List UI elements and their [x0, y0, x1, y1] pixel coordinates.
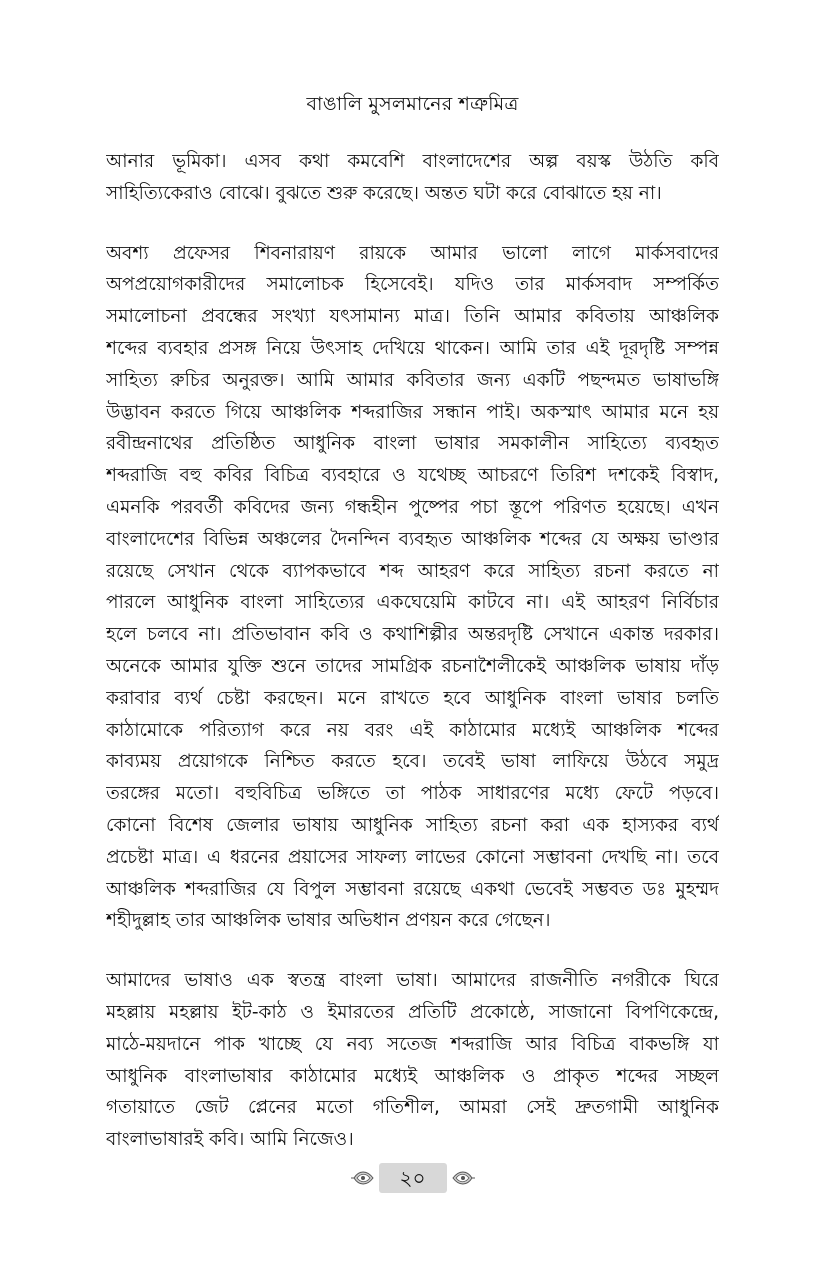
text-line: বাংলাভাষারই কবি। আমি নিজেও। — [106, 1129, 354, 1151]
text-line: উদ্ভাবন করতে গিয়ে আঞ্চলিক শব্দরাজির সন্ধান পাই। অকস্মাৎ আমার মনে হয় — [106, 401, 719, 423]
page-number-box — [379, 1163, 447, 1193]
page-number: ২০ — [399, 1166, 426, 1190]
text-line: আনার ভূমিকা। এসব কথা কমবেশি বাংলাদেশের অল্প বয়স্ক উঠতি কবি — [106, 151, 719, 172]
text-line: পারলে আধুনিক বাংলা সাহিত্যের একঘেয়েমি কাটবে না। এই আহরণ নির্বিচার — [106, 592, 719, 614]
text-line: শব্দরাজি বহু কবির বিচিত্র ব্যবহারে ও যথেচ্ছ আচরণে তিরিশ দশকেই বিস্বাদ, — [106, 465, 719, 487]
text-line: প্রচেষ্টা মাত্র। এ ধরনের প্রয়াসের সাফল্য লাভের কোনো সম্ভাবনা দেখছি না। তবে — [106, 846, 719, 868]
text-line: হলে চলবে না। প্রতিভাবান কবি ও কথাশিল্পীর অন্তরদৃষ্টি সেখানে একান্ত দরকার। — [106, 624, 719, 646]
text-line: মহল্লায় মহল্লায় ইট-কাঠ ও ইমারতের প্রতিটি প্রকোষ্ঠে, সাজানো বিপণিকেন্দ্রে, — [106, 1001, 719, 1023]
text-line: আধুনিক বাংলাভাষার কাঠামোর মধ্যেই আঞ্চলিক ও প্রাকৃত শব্দের সচ্ছল — [106, 1065, 719, 1087]
text-line: বাংলাদেশের বিভিন্ন অঞ্চলের দৈনন্দিন ব্যবহৃত আঞ্চলিক শব্দের যে অক্ষয় ভাণ্ডার — [106, 528, 719, 550]
body-text — [106, 146, 719, 1184]
text-line: এমনকি পরবর্তী কবিদের জন্য গন্ধহীন পুষ্পের পচা স্তূপে পরিণত হয়েছে। এখন — [106, 496, 719, 518]
text-line: সাহিত্য রুচির অনুরক্ত। আমি আমার কবিতার জন্য একটি পছন্দমত ভাষাভঙ্গি — [106, 369, 719, 391]
text-line: কাব্যময় প্রয়োগকে নিশ্চিত করতে হবে। তবেই ভাষা লাফিয়ে উঠবে সমুদ্র — [106, 751, 719, 773]
left-ornament-icon — [351, 1164, 375, 1192]
page-footer — [0, 1162, 825, 1194]
right-ornament-icon — [451, 1164, 475, 1192]
text-line: অপপ্রয়োগকারীদের সমালোচক হিসেবেই। যদিও তার মার্কসবাদ সম্পর্কিত — [106, 274, 719, 296]
paragraph-3 — [106, 965, 719, 1156]
text-line: অনেকে আমার যুক্তি শুনে তাদের সামগ্রিক রচনাশৈলীকেই আঞ্চলিক ভাষায় দাঁড় — [106, 655, 719, 677]
text-line: সমালোচনা প্রবন্ধের সংখ্যা যৎসামান্য মাত্র। তিনি আমার কবিতায় আঞ্চলিক — [106, 306, 719, 328]
text-line: মাঠে-ময়দানে পাক খাচ্ছে যে নব্য সতেজ শব্দরাজি আর বিচিত্র বাকভঙ্গি যা — [106, 1033, 719, 1055]
text-line: শব্দের ব্যবহার প্রসঙ্গ নিয়ে উৎসাহ দেখিয়ে থাকেন। আমি তার এই দূরদৃষ্টি সম্পন্ন — [106, 337, 719, 359]
text-line: গতায়াতে জেট প্লেনের মতো গতিশীল, আমরা সেই দ্রুতগামী আধুনিক — [106, 1097, 719, 1119]
text-line: শহীদুল্লাহ তার আঞ্চলিক ভাষার অভিধান প্রণয়ন করে গেছেন। — [106, 910, 551, 932]
text-line: করাবার ব্যর্থ চেষ্টা করছেন। মনে রাখতে হবে আধুনিক বাংলা ভাষার চলতি — [106, 687, 719, 709]
text-line: তরঙ্গের মতো। বহুবিচিত্র ভঙ্গিতে তা পাঠক সাধারণের মধ্যে ফেটে পড়বে। — [106, 783, 719, 805]
text-line: রয়েছে সেখান থেকে ব্যাপকভাবে শব্দ আহরণ করে সাহিত্য রচনা করতে না — [106, 560, 719, 582]
text-line: আঞ্চলিক শব্দরাজির যে বিপুল সম্ভাবনা রয়েছে একথা ভেবেই সম্ভবত ডঃ মুহম্মদ — [106, 878, 719, 900]
text-line: রবীন্দ্রনাথের প্রতিষ্ঠিত আধুনিক বাংলা ভাষার সমকালীন সাহিত্যে ব্যবহৃত — [106, 433, 719, 455]
paragraph-2 — [106, 238, 719, 938]
text-line: কাঠামোকে পরিত্যাগ করে নয় বরং এই কাঠামোর মধ্যেই আঞ্চলিক শব্দের — [106, 719, 719, 741]
text-line: সাহিত্যিকেরাও বোঝে। বুঝতে শুরু করেছে। অন্তত ঘটা করে বোঝাতে হয় না। — [106, 182, 662, 204]
paragraph-1 — [106, 146, 719, 210]
page-number-ornament — [351, 1162, 475, 1194]
text-line: কোনো বিশেষ জেলার ভাষায় আধুনিক সাহিত্য রচনা করা এক হাস্যকর ব্যর্থ — [106, 814, 719, 836]
text-line: অবশ্য প্রফেসর শিবনারায়ণ রায়কে আমার ভালো লাগে মার্কসবাদের — [106, 242, 719, 264]
text-line: আমাদের ভাষাও এক স্বতন্ত্র বাংলা ভাষা। আমাদের রাজনীতি নগরীকে ঘিরে — [106, 970, 719, 992]
running-header-title: বাঙালি মুসলমানের শত্রুমিত্র — [306, 93, 519, 115]
